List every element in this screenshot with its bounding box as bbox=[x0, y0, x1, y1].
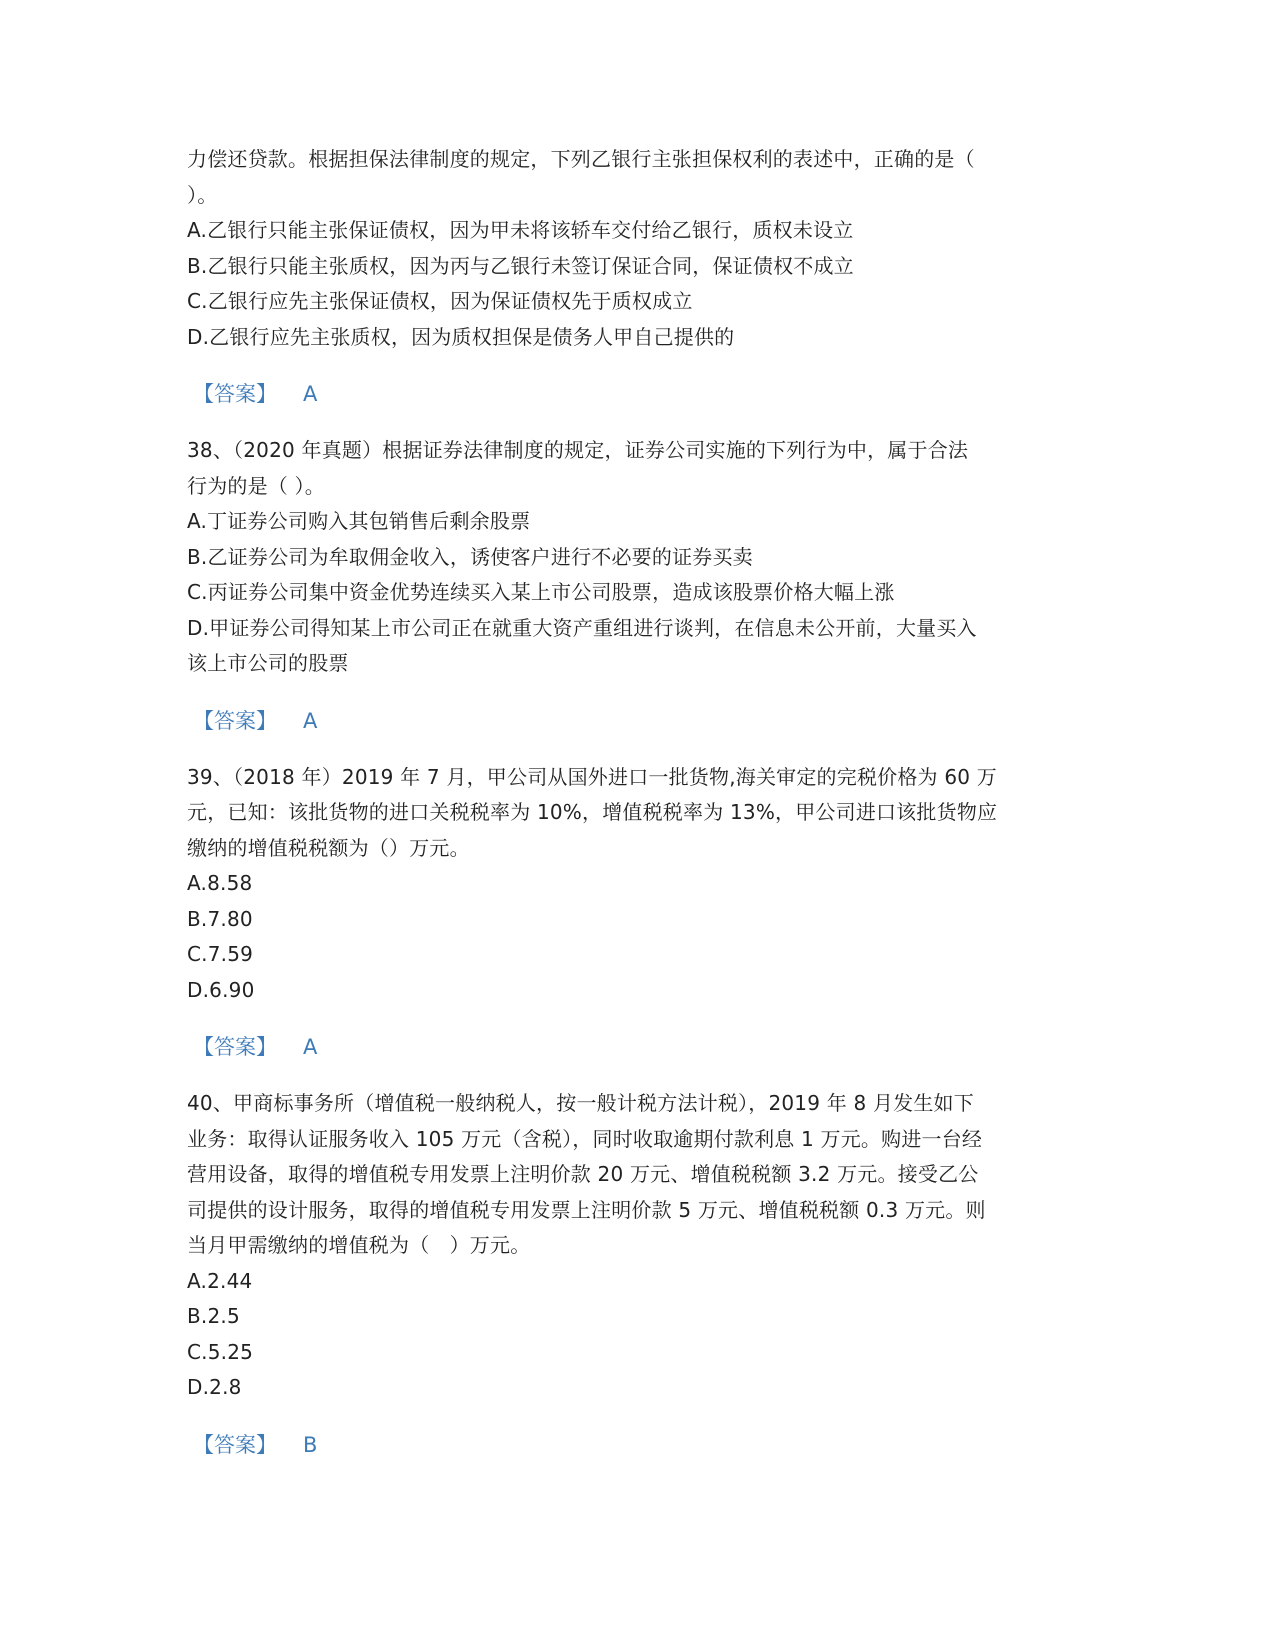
question-stem-line: 营用设备，取得的增值税专用发票上注明价款 20 万元、增值税税额 3.2 万元。接受乙公 bbox=[187, 1162, 979, 1186]
answer-value: A bbox=[303, 382, 318, 406]
answer-label: 【答案】 bbox=[193, 382, 277, 406]
option-b: B.乙证券公司为牟取佣金收入，诱使客户进行不必要的证券买卖 bbox=[187, 544, 753, 569]
option-c: C.丙证券公司集中资金优势连续买入某上市公司股票，造成该股票价格大幅上涨 bbox=[187, 580, 895, 604]
question-stem-line: 缴纳的增值税税额为（）万元。 bbox=[187, 835, 470, 860]
answer-line bbox=[187, 703, 1087, 739]
answer-line bbox=[187, 1029, 1087, 1065]
answer-value: A bbox=[303, 1035, 318, 1059]
answer-label: 【答案】 bbox=[193, 1432, 277, 1457]
option-d: D.乙银行应先主张质权，因为质权担保是债务人甲自己提供的 bbox=[187, 324, 735, 349]
option-c: C.乙银行应先主张保证债权，因为保证债权先于质权成立 bbox=[187, 289, 693, 313]
question-39 bbox=[187, 760, 1087, 1066]
answer-value: A bbox=[303, 708, 318, 733]
answer-label: 【答案】 bbox=[193, 708, 277, 733]
question-stem-line: 当月甲需缴纳的增值税为（ ）万元。 bbox=[187, 1233, 531, 1257]
option-d: D.6.90 bbox=[187, 977, 255, 1002]
option-a: A.2.44 bbox=[187, 1268, 253, 1293]
answer-line bbox=[187, 1427, 1087, 1463]
question-stem-line: 力偿还贷款。根据担保法律制度的规定，下列乙银行主张担保权利的表述中，正确的是（ bbox=[187, 147, 975, 171]
question-40 bbox=[187, 1086, 1087, 1463]
option-d: D.2.8 bbox=[187, 1375, 242, 1399]
option-d: D.甲证券公司得知某上市公司正在就重大资产重组进行谈判，在信息未公开前，大量买入 bbox=[187, 615, 977, 640]
option-a: A.8.58 bbox=[187, 871, 253, 895]
option-b: B.7.80 bbox=[187, 906, 253, 931]
question-stem-line: 司提供的设计服务，取得的增值税专用发票上注明价款 5 万元、增值税税额 0.3 万元。则 bbox=[187, 1197, 986, 1222]
question-38 bbox=[187, 433, 1087, 739]
option-c: C.7.59 bbox=[187, 942, 254, 966]
option-d-continued: 该上市公司的股票 bbox=[187, 651, 349, 675]
document-page bbox=[187, 142, 1087, 1484]
question-stem-line: 38、（2020 年真题）根据证券法律制度的规定，证券公司实施的下列行为中，属于合法 bbox=[187, 438, 969, 462]
question-stem-line: 39、（2018 年）2019 年 7 月，甲公司从国外进口一批货物,海关审定的完税价格为 60 万 bbox=[187, 764, 997, 789]
option-c: C.5.25 bbox=[187, 1339, 254, 1364]
question-stem-line: 元，已知：该批货物的进口关税税率为 10%，增值税税率为 13%，甲公司进口该批货物应 bbox=[187, 800, 998, 824]
option-b: B.乙银行只能主张质权，因为丙与乙银行未签订保证合同，保证债权不成立 bbox=[187, 253, 854, 278]
option-a: A.乙银行只能主张保证债权，因为甲未将该轿车交付给乙银行，质权未设立 bbox=[187, 218, 854, 242]
answer-label: 【答案】 bbox=[193, 1035, 277, 1059]
question-stem-line: ）。 bbox=[187, 182, 218, 207]
answer-value: B bbox=[303, 1432, 318, 1457]
option-a: A.丁证券公司购入其包销售后剩余股票 bbox=[187, 509, 531, 533]
question-stem-line: 业务：取得认证服务收入 105 万元（含税），同时收取逾期付款利息 1 万元。购进一台经 bbox=[187, 1126, 983, 1151]
option-b: B.2.5 bbox=[187, 1304, 240, 1328]
question-stem-line: 40、甲商标事务所（增值税一般纳税人，按一般计税方法计税），2019 年 8 月发生如下 bbox=[187, 1091, 974, 1115]
question-stem-line: 行为的是（ ）。 bbox=[187, 473, 325, 498]
question-37 bbox=[187, 142, 1087, 412]
answer-line bbox=[187, 376, 1087, 412]
